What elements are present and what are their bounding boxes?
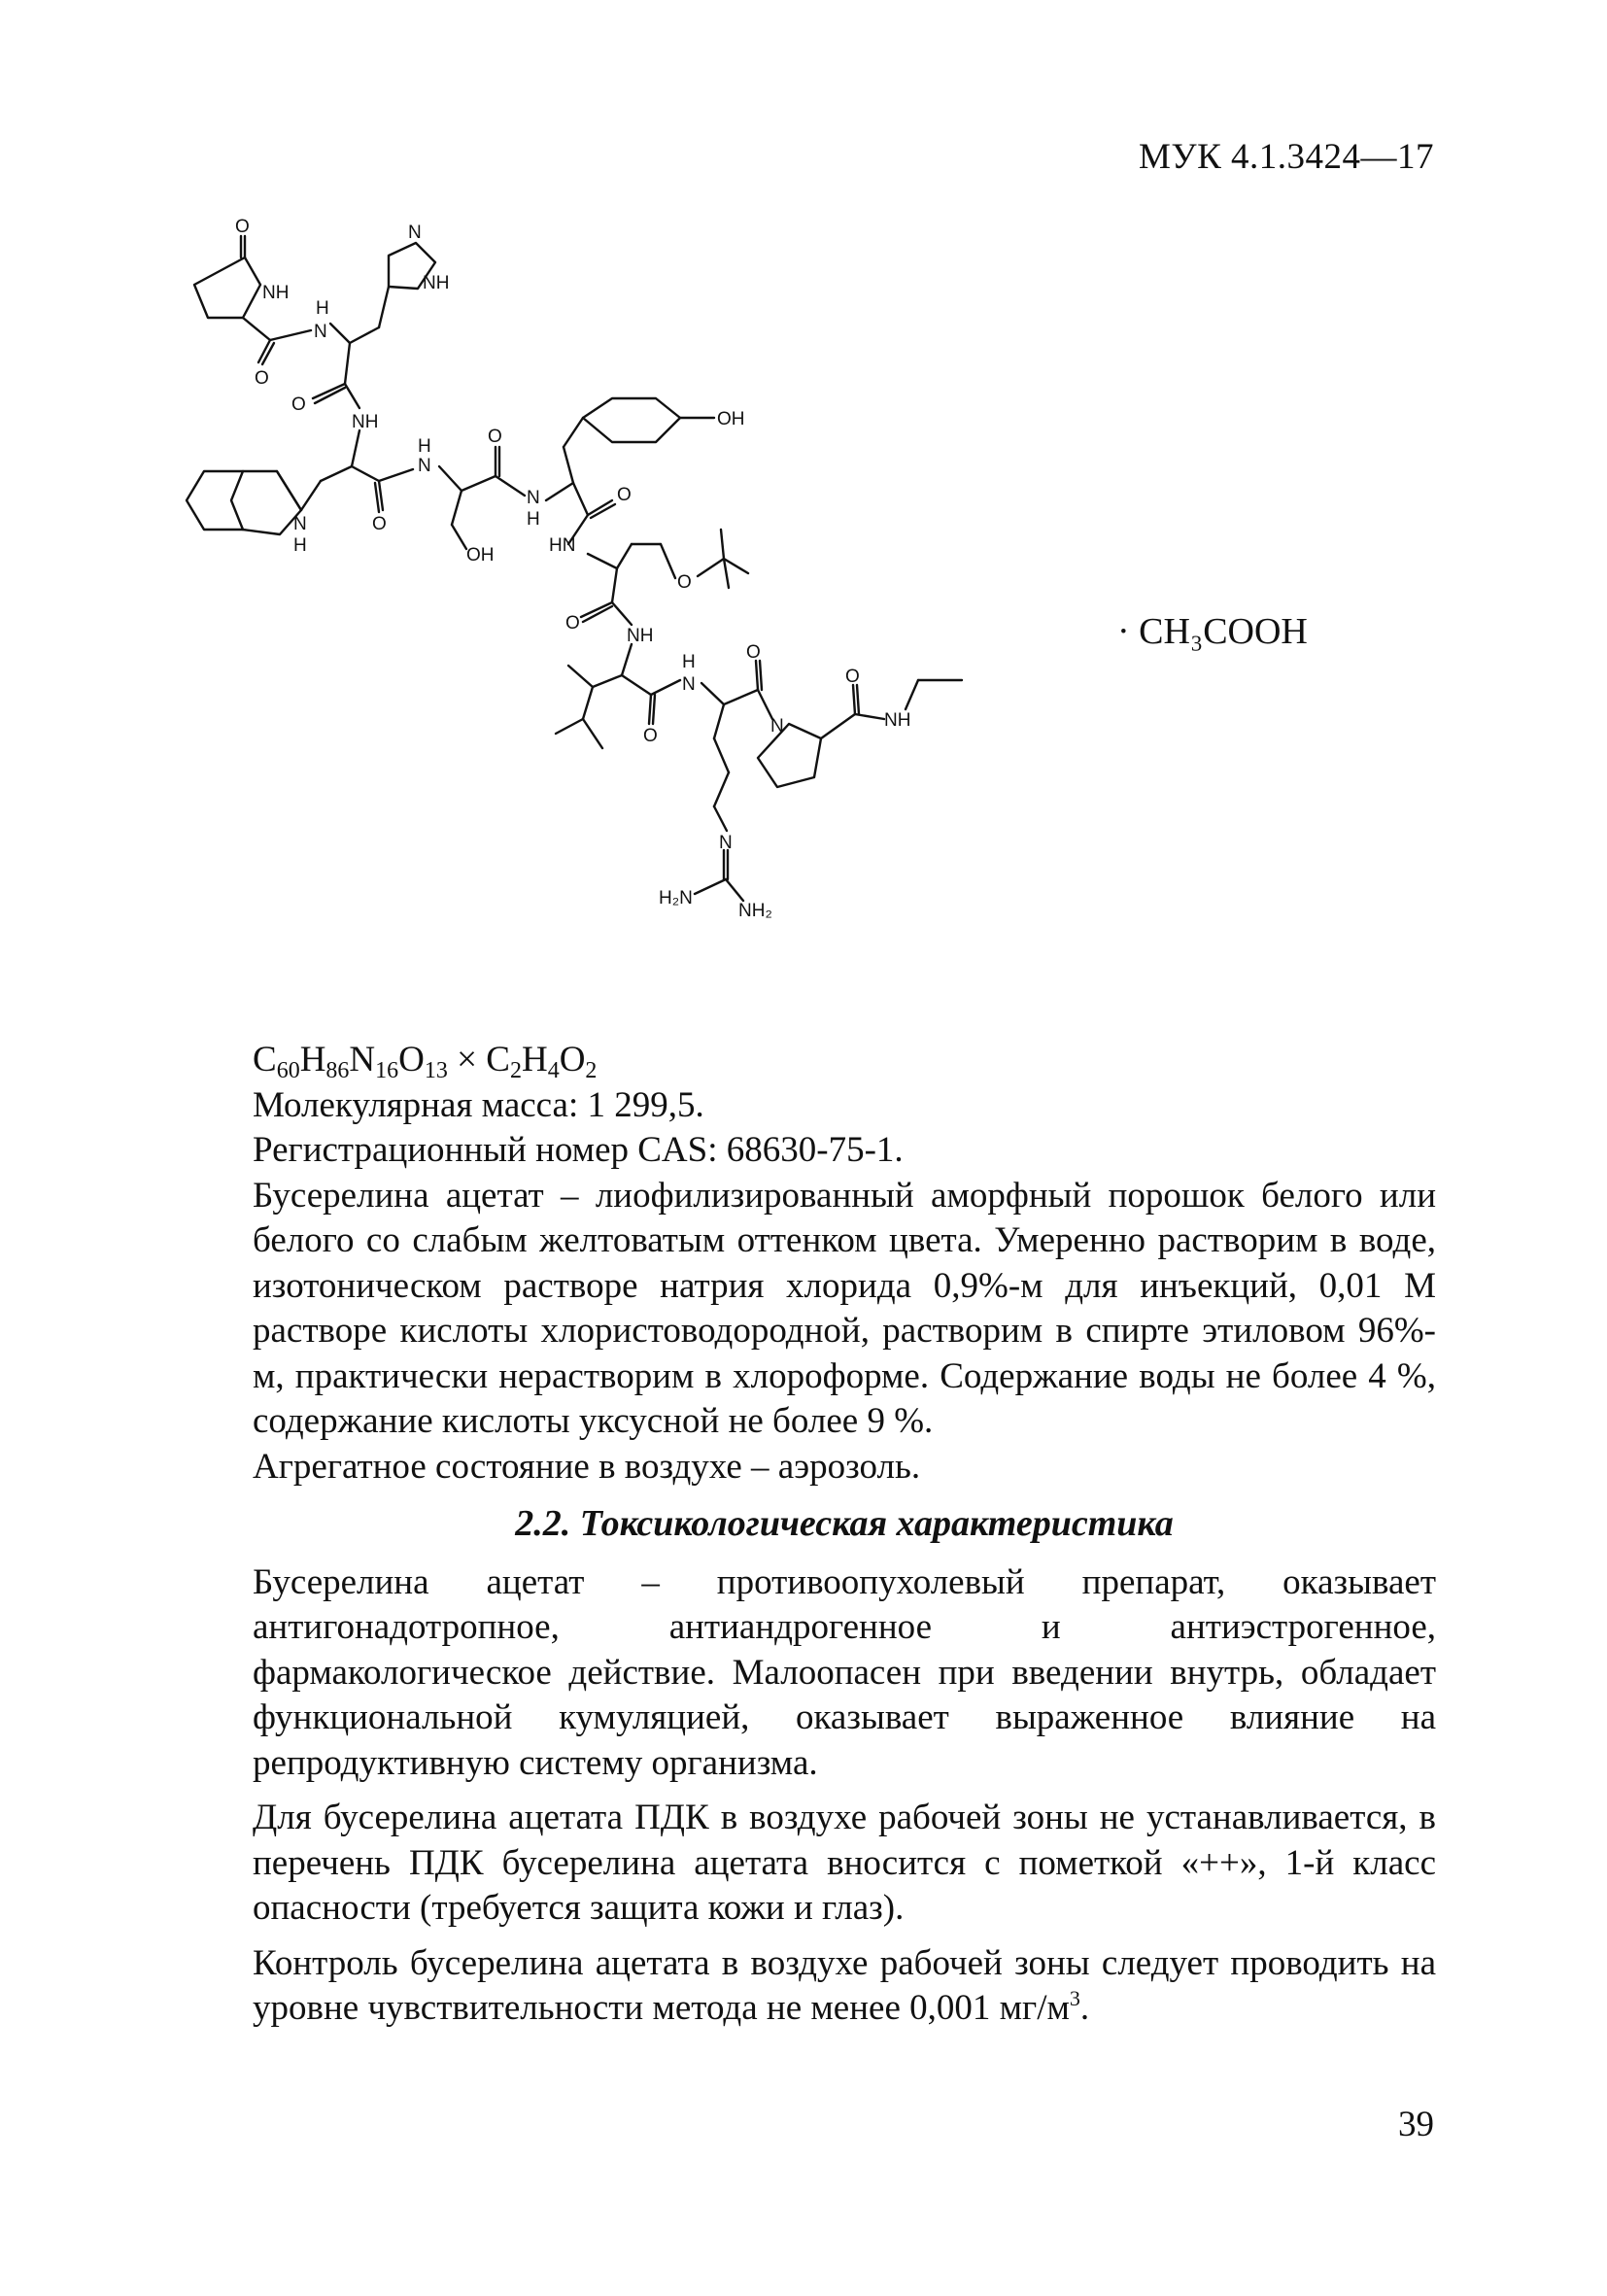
atom-label-nh: NH bbox=[884, 710, 911, 731]
atom-label-nh: NH bbox=[627, 626, 654, 646]
formula-part: H bbox=[521, 1040, 548, 1079]
toxicology-paragraph: Бусерелина ацетат – противоопухолевый препарат, оказывает антигонадотропное, антиандрогенное и антиэстрогенное, фармакологическое действие. Малоопасен при введении внутрь, обладает функциональной кумуляцией, оказывает выраженное влияние на репродуктивную систему организма. bbox=[253, 1561, 1436, 1783]
formula-part: O bbox=[559, 1040, 586, 1079]
atom-label-n: N bbox=[527, 488, 540, 508]
atom-label-nh: NH bbox=[262, 283, 290, 303]
formula-subscript: 2 bbox=[509, 1058, 522, 1083]
atom-label-o: O bbox=[488, 427, 502, 447]
section-heading: 2.2. Токсикологическая характеристика bbox=[515, 1503, 1174, 1544]
atom-label-hn: HN bbox=[549, 535, 576, 556]
atom-label-oh: OH bbox=[717, 409, 745, 429]
cas-number: Регистрационный номер CAS: 68630-75-1. bbox=[253, 1130, 904, 1170]
atom-label-h: H bbox=[293, 535, 307, 556]
atom-label-h: H bbox=[418, 436, 431, 457]
formula-subscript: 2 bbox=[585, 1058, 598, 1083]
atom-label-nh2: NH₂ bbox=[738, 901, 772, 921]
atom-label-h: H bbox=[527, 509, 540, 530]
unit-superscript: 3 bbox=[1069, 1986, 1080, 2010]
formula-times: × bbox=[447, 1040, 487, 1079]
atom-label-oh: OH bbox=[466, 545, 495, 565]
control-end: . bbox=[1079, 1988, 1090, 2028]
molecular-mass: Молекулярная масса: 1 299,5. bbox=[253, 1084, 704, 1125]
formula-part: H bbox=[299, 1040, 326, 1079]
page-number: 39 bbox=[1398, 2105, 1434, 2144]
atom-label-o: O bbox=[677, 572, 692, 593]
atom-label-n: N bbox=[719, 833, 733, 853]
formula-subscript: 60 bbox=[276, 1058, 300, 1083]
atom-label-nh: NH bbox=[423, 273, 450, 293]
atom-label-o: O bbox=[372, 514, 387, 534]
document-body bbox=[253, 1038, 1436, 2032]
formula-subscript: 16 bbox=[375, 1058, 399, 1083]
molecular-formula bbox=[253, 1038, 1436, 1083]
atom-label-n: N bbox=[770, 716, 784, 737]
atom-label-o: O bbox=[845, 667, 860, 687]
description-paragraph: Бусерелина ацетат – лиофилизированный аморфный порошок белого или белого со слабым желтоватым оттенком цвета. Умеренно растворим в воде, изотоническом растворе натрия хлорида 0,9%-м для инъекций, 0,01 М растворе кислоты хлористоводородной, растворим в спирте этиловом 96%-м, практически нерастворим в хлороформе. Содержание воды не более 4 %, содержание кислоты уксусной не более 9 %. bbox=[253, 1175, 1436, 1441]
formula-part: N bbox=[349, 1040, 376, 1079]
control-text: Контроль бусерелина ацетата в воздухе рабочей зоны следует проводить на уровне чувствительности метода не менее 0,001 мг/м bbox=[253, 1942, 1436, 2028]
atom-label-n: N bbox=[418, 456, 431, 476]
atom-label-o: O bbox=[746, 642, 761, 663]
atom-label-n: N bbox=[682, 674, 696, 695]
control-paragraph bbox=[253, 1941, 1436, 2032]
atom-label-h2n: H₂N bbox=[659, 888, 693, 908]
formula-subscript: 86 bbox=[325, 1058, 350, 1083]
atom-label-n: N bbox=[293, 514, 307, 534]
atom-label-o: O bbox=[255, 368, 269, 389]
atom-label-o: O bbox=[291, 394, 306, 415]
formula-part: C bbox=[253, 1040, 277, 1079]
aggregate-state-paragraph: Агрегатное состояние в воздухе – аэрозоль. bbox=[253, 1446, 921, 1487]
atom-label-h: H bbox=[316, 298, 329, 319]
formula-part: C bbox=[486, 1040, 510, 1079]
atom-label-o: O bbox=[617, 485, 632, 505]
buserelin-structural-formula bbox=[185, 209, 1078, 1045]
pdk-paragraph: Для бусерелина ацетата ПДК в воздухе рабочей зоны не устанавливается, в перечень ПДК бусерелина ацетата вносится с пометкой «++», 1-й класс опасности (требуется защита кожи и глаз). bbox=[253, 1798, 1436, 1928]
atom-label-o: O bbox=[235, 217, 250, 237]
atom-label-n: N bbox=[408, 223, 422, 243]
atom-label-n: N bbox=[314, 322, 327, 342]
atom-label-h: H bbox=[682, 652, 696, 672]
formula-subscript: 13 bbox=[424, 1058, 448, 1083]
atom-label-o: O bbox=[565, 613, 580, 634]
formula-subscript: 4 bbox=[547, 1058, 560, 1083]
atom-label-nh: NH bbox=[352, 412, 379, 432]
atom-label-o: O bbox=[643, 726, 658, 746]
document-code: МУК 4.1.3424—17 bbox=[1138, 137, 1434, 177]
acetate-counterion: · CH₃COOH bbox=[1117, 611, 1308, 652]
formula-part: O bbox=[398, 1040, 425, 1079]
